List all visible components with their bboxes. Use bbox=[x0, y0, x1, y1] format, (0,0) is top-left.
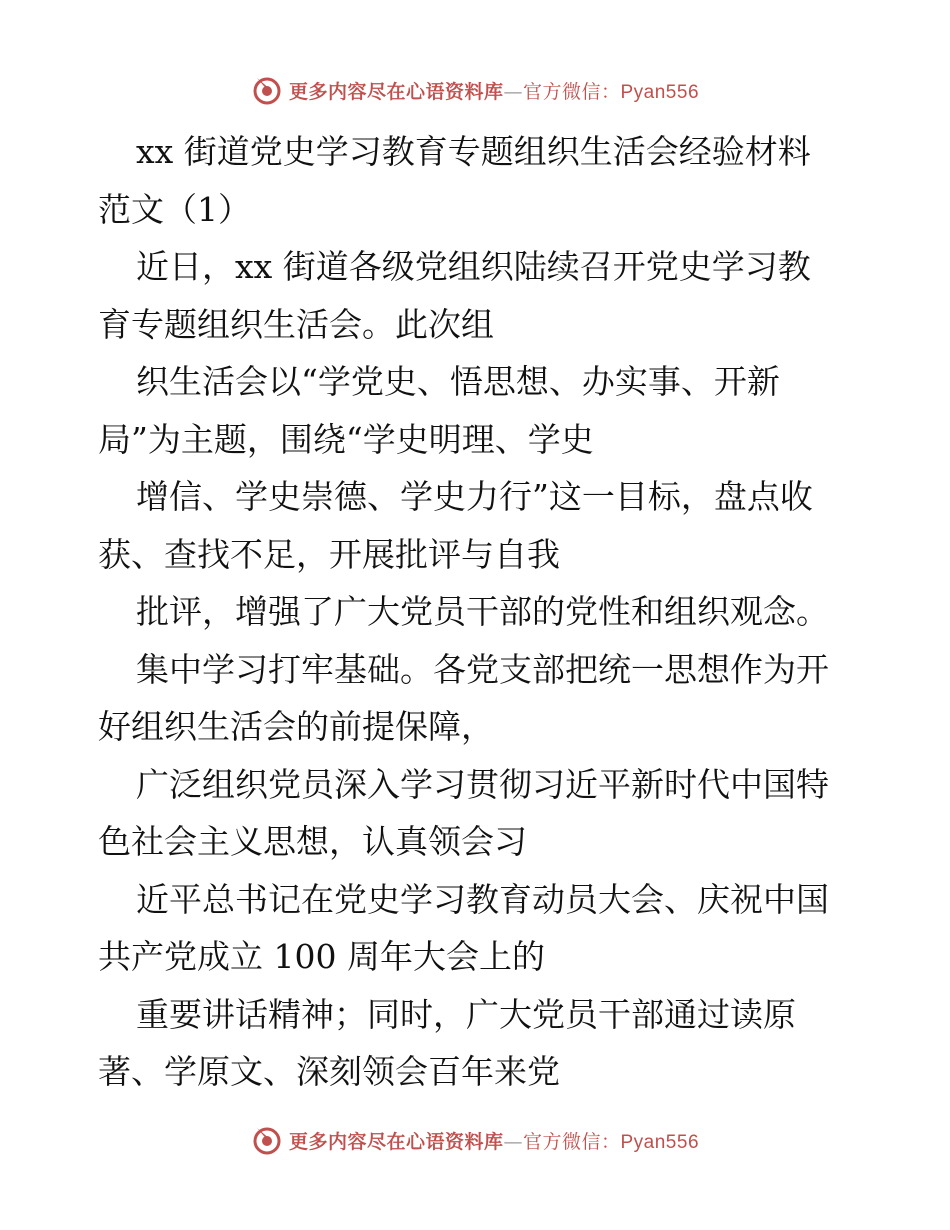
text-line: 增信、学史崇德、学史力行”这一目标，盘点收 bbox=[136, 477, 813, 516]
text-line: 近日，xx 街道各级党组织陆续召开党史学习教 bbox=[136, 247, 811, 286]
banner-content bbox=[251, 74, 699, 106]
banner-separator: — bbox=[503, 1130, 523, 1153]
quill-logo-icon bbox=[251, 1124, 283, 1156]
banner-main-text: 更多内容尽在心语资料库 bbox=[288, 1130, 504, 1153]
text-line: 织生活会以“学党史、悟思想、办实事、开新 bbox=[136, 362, 780, 401]
text-line: 著、学原文、深刻领会百年来党 bbox=[98, 1052, 560, 1091]
text-line: 育专题组织生活会。此次组 bbox=[98, 304, 494, 344]
banner-wechat-label: 官方微信： bbox=[522, 80, 621, 103]
quill-logo-icon bbox=[251, 74, 283, 106]
text-line: 色社会主义思想，认真领会习 bbox=[98, 822, 527, 861]
text-line: 批评，增强了广大党员干部的党性和组织观念。 bbox=[136, 592, 829, 631]
text-line: xx 街道党史学习教育专题组织生活会经验材料 bbox=[136, 132, 811, 171]
banner-wechat-label: 官方微信： bbox=[522, 1130, 621, 1153]
text-line: 范文（1） bbox=[98, 189, 251, 229]
text-line: 近平总书记在党史学习教育动员大会、庆祝中国 bbox=[136, 879, 829, 919]
header-banner bbox=[0, 70, 950, 110]
banner-separator: — bbox=[503, 80, 523, 103]
document-body bbox=[98, 123, 858, 1101]
banner-wechat-id: Pyan556 bbox=[620, 81, 700, 103]
banner-content bbox=[251, 1124, 699, 1156]
text-line: 好组织生活会的前提保障， bbox=[98, 707, 494, 746]
banner-wechat-id: Pyan556 bbox=[620, 1131, 700, 1153]
text-line: 集中学习打牢基础。各党支部把统一思想作为开 bbox=[136, 649, 829, 689]
banner-text bbox=[289, 1127, 699, 1154]
text-line: 局”为主题，围绕“学史明理、学史 bbox=[98, 419, 594, 459]
text-line: 重要讲话精神；同时，广大党员干部通过读原 bbox=[136, 994, 796, 1034]
footer-banner bbox=[0, 1120, 950, 1160]
banner-text bbox=[289, 77, 699, 104]
banner-main-text: 更多内容尽在心语资料库 bbox=[288, 80, 504, 103]
text-line: 共产党成立 100 周年大会上的 bbox=[98, 937, 545, 976]
text-line: 广泛组织党员深入学习贯彻习近平新时代中国特 bbox=[136, 764, 829, 804]
text-line: 获、查找不足，开展批评与自我 bbox=[98, 534, 560, 574]
